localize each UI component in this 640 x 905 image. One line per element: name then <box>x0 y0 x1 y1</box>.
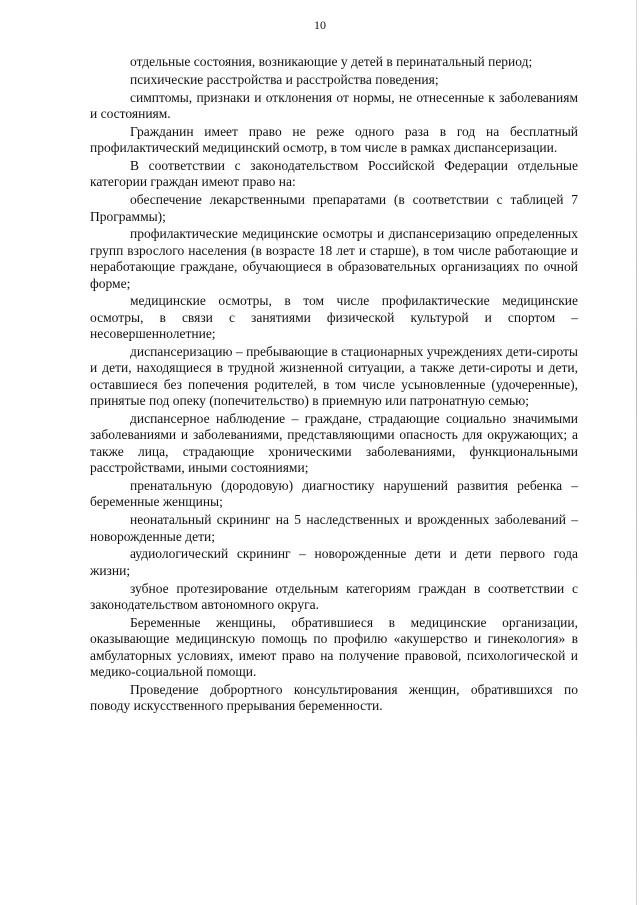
paragraph-perinatal-conditions: отдельные состояния, возникающие у детей в перинатальный период; <box>130 54 533 69</box>
paragraph-pre-abortion-counseling: Проведение доброртного консультирования женщин, обратившихся по поводу искусственного прерывания беременности. <box>90 681 578 714</box>
paragraph-categories-intro: В соответствии с законодательством Российской Федерации отдельные категории граждан имеют право на: <box>90 158 578 190</box>
paragraph-mental-disorders: психические расстройства и расстройства поведения; <box>130 71 439 87</box>
paragraph-annual-checkup-right: Гражданин имеет право не реже одного раза в год на бесплатный профилактический медицинский осмотр, в том числе в рамках диспансеризации. <box>90 123 578 156</box>
paragraph-medication-provision: обеспечение лекарственными препаратами (в соответствии с таблицей 7 Программы); <box>90 192 578 224</box>
paragraph-prenatal-diagnostics: пренатальную (дородовую) диагностику нарушений развития ребенка – беременные женщины; <box>90 478 578 510</box>
scan-edge-line <box>636 0 637 905</box>
body-text <box>90 54 578 715</box>
paragraph-dispensary-observation: диспансерное наблюдение – граждане, страдающие социально значимыми заболеваниями и заболеваниями, представляющими опасность для окружающих; а также лица, страдающие хроническими заболеваниями, функциональными расстройствами, иными состояниями; <box>90 411 578 476</box>
paragraph-audiological-screening: аудиологический скрининг – новорожденные дети и дети первого года жизни; <box>90 546 578 578</box>
paragraph-dental-prosthetics: зубное протезирование отдельным категориям граждан в соответствии с законодательством автономного округа. <box>90 580 578 613</box>
paragraph-neonatal-screening: неонатальный скрининг на 5 наследственных и врожденных заболеваний – новорожденные дети; <box>90 512 578 544</box>
paragraph-sports-checkups: медицинские осмотры, в том числе профилактические медицинские осмотры, в связи с занятиями физической культурой и спортом – несовершеннолетние; <box>90 293 578 342</box>
paragraph-symptoms: симптомы, признаки и отклонения от нормы, не отнесенные к заболеваниям и состояниям. <box>90 89 578 121</box>
page-number: 10 <box>314 18 326 32</box>
paragraph-adult-screening: профилактические медицинские осмотры и диспансеризацию определенных групп взрослого населения (в возрасте 18 лет и старше), в том числе работающие и неработающие граждане, обучающиеся в образовательных организациях по очной форме; <box>90 226 578 291</box>
paragraph-orphan-screening: диспансеризацию – пребывающие в стационарных учреждениях дети-сироты и дети, находящиеся в трудной жизненной ситуации, а также дети-сироты и дети, оставшиеся без попечения родителей, в том числе усыновленные (удочеренные), принятые под опеку (попечительство) в приемную или патронатную семью; <box>90 344 578 409</box>
paragraph-pregnant-women-rights: Беременные женщины, обратившиеся в медицинские организации, оказывающие медицинскую помощь по профилю «акушерство и гинекология» в амбулаторных условиях, имеют право на получение правовой, психологической и медико-социальной помощи. <box>90 614 578 680</box>
